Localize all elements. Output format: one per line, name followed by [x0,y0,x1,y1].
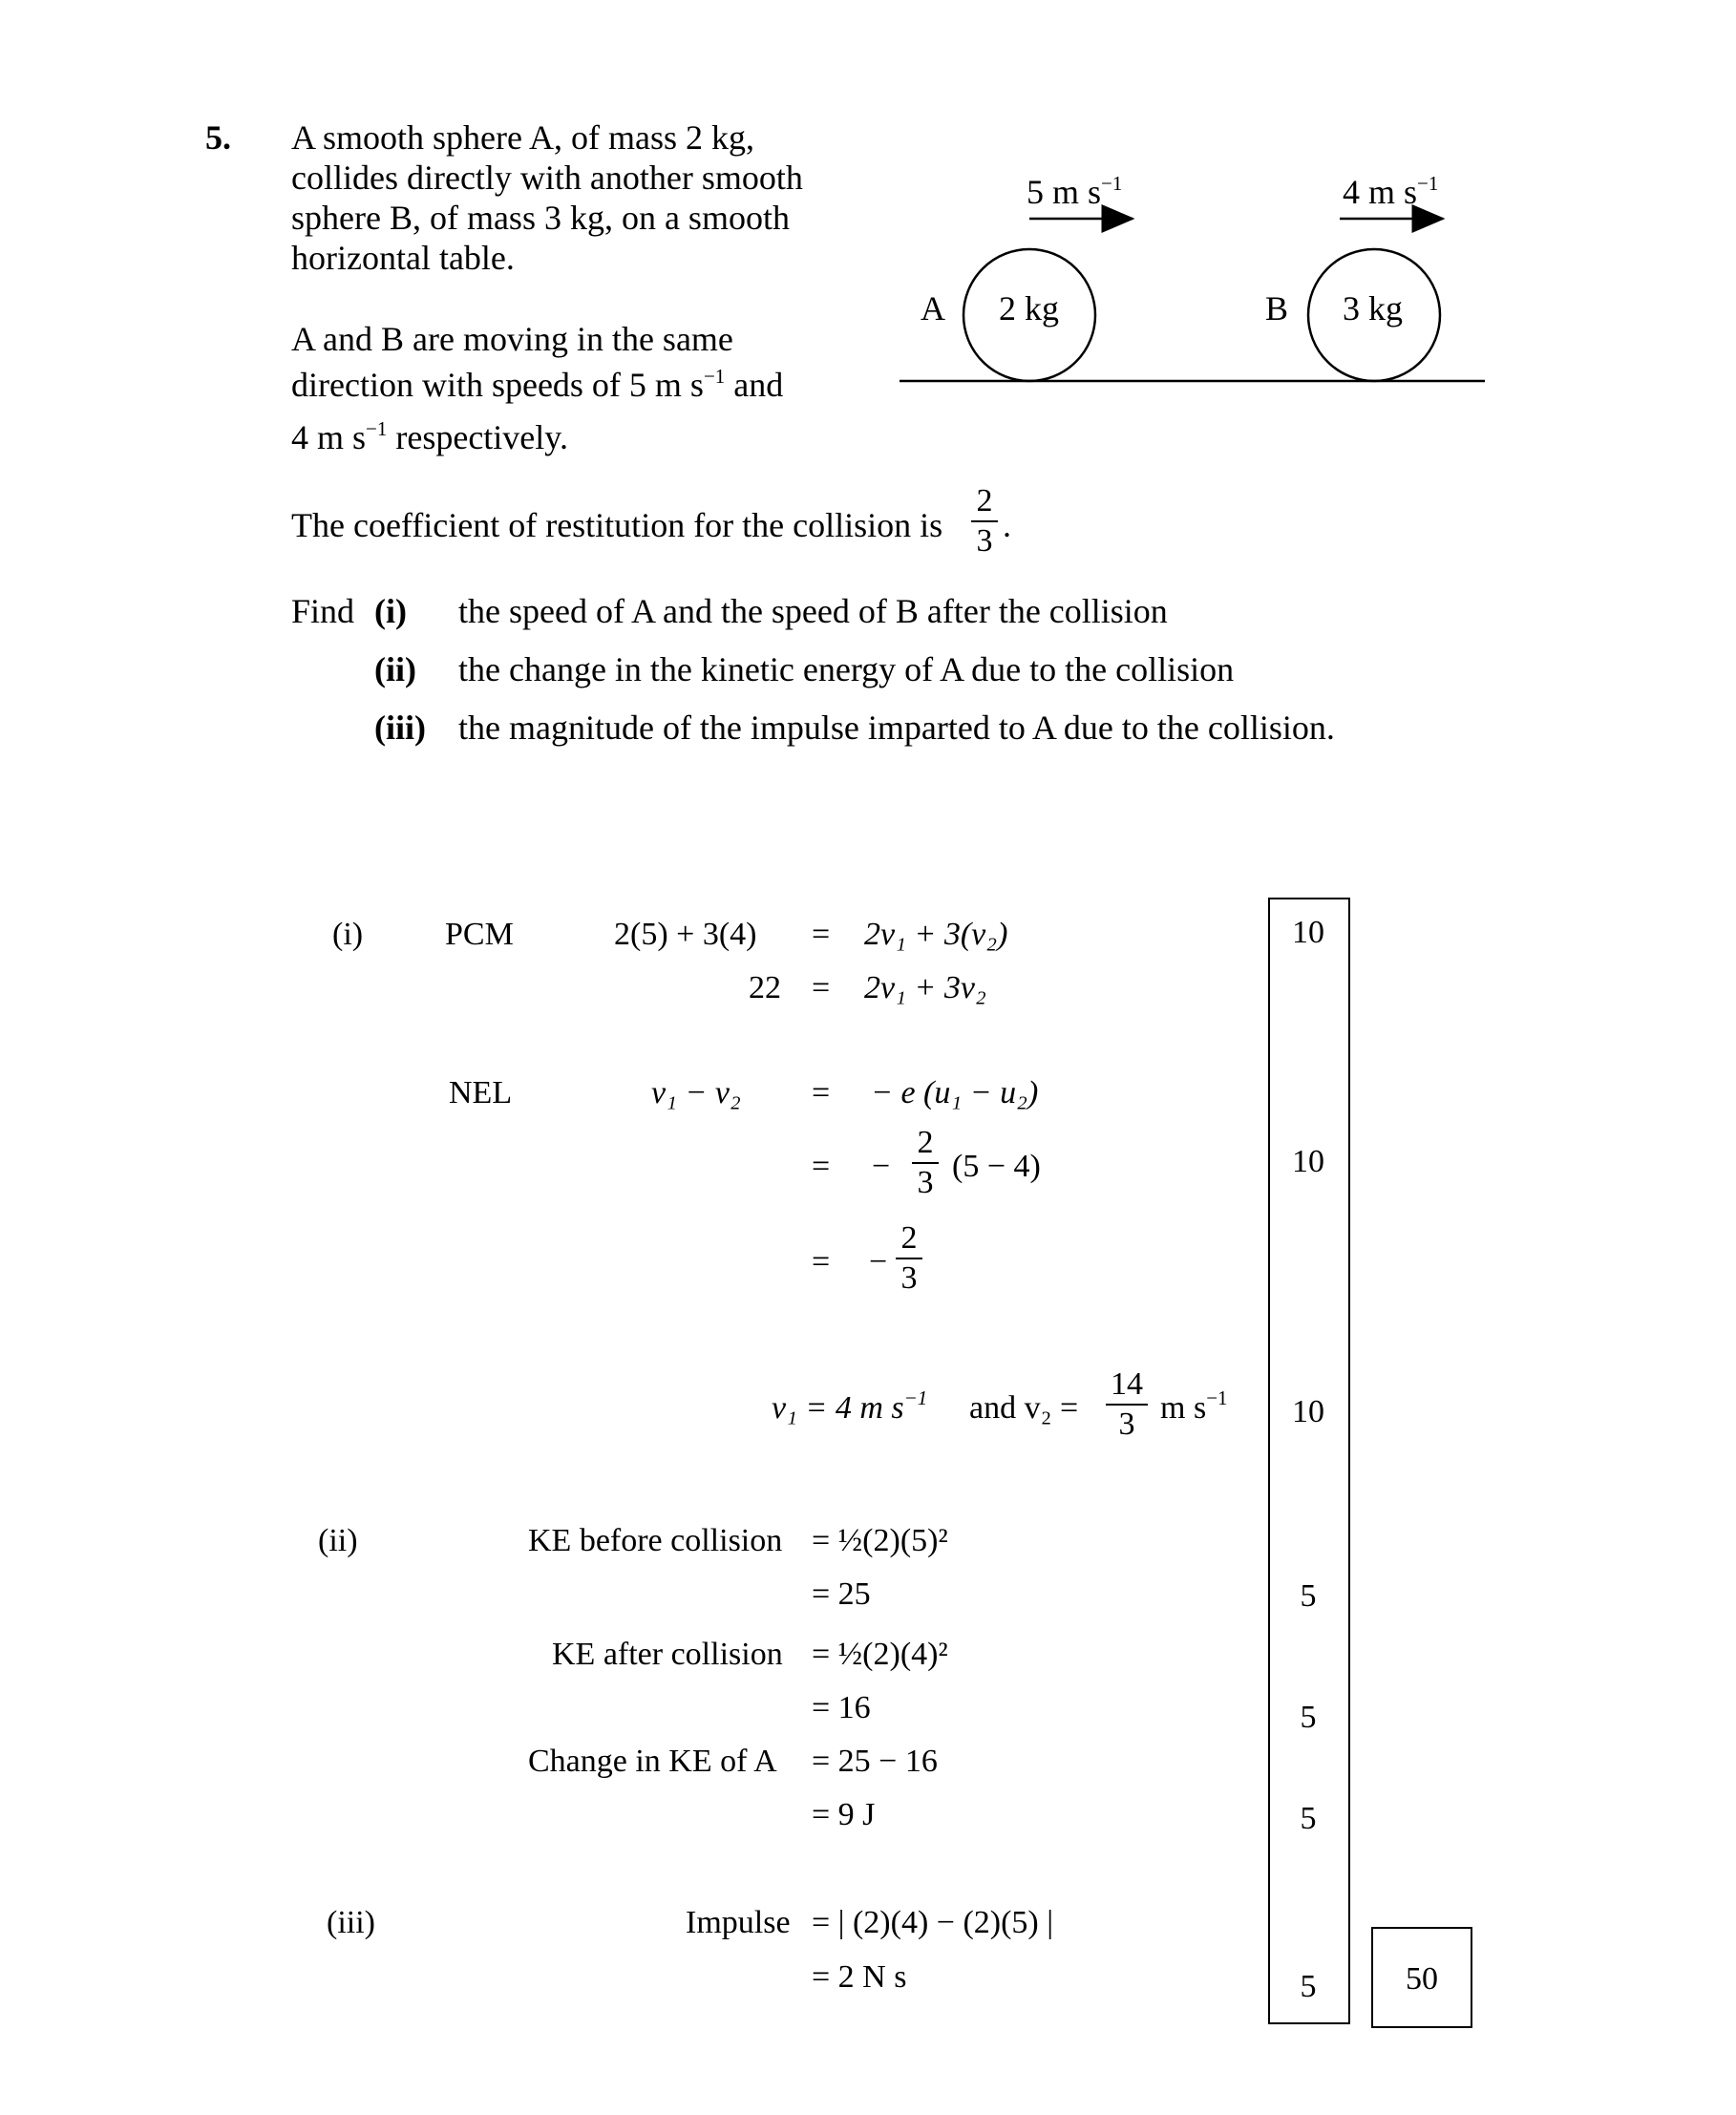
pcm-label: PCM [445,917,514,952]
impulse-value: = 2 N s [812,1959,907,1995]
nel-minus-2: − [872,1149,891,1184]
result-v1: v₁ = 4 m $s^{-1}$ [772,1386,928,1426]
change-ke-label: Change in KE of A [528,1744,777,1779]
mark-change-ke: 5 [1300,1801,1317,1836]
ke-after-value: = 16 [812,1690,871,1725]
speed-label-b: 4 m $s^{-1}$ [1343,172,1439,211]
part-label-i: (i) [374,592,407,630]
nel-factor: (5 − 4) [952,1149,1041,1184]
ke-after-label: KE after collision [552,1637,783,1672]
restitution-text: The coefficient of restitution for the collision is [291,506,943,544]
question-number: 5. [205,118,231,157]
sphere-a-mass: 2 kg [999,289,1059,328]
direction-line-3: 4 m $s^{-1}$ respectively. [291,417,568,456]
nel-lhs: v₁ − v₂ [651,1075,741,1110]
ke-before-label: KE before collision [528,1523,783,1558]
restitution-fraction: 2 3 [971,485,998,558]
result-and-v2: and v₂ = [969,1390,1079,1426]
part-text-i: the speed of A and the speed of B after the collision [458,592,1168,630]
pcm-rhs-simplified: 2v₁ + 3v₂ [864,970,986,1005]
pcm-lhs: 2(5) + 3(4) [614,917,757,952]
solution-part-iii-label: (iii) [327,1905,375,1940]
mark-velocities: 10 [1292,1394,1324,1429]
restitution-period: . [1003,506,1011,544]
pcm-equals: = [812,917,831,952]
nel-rhs: − e (u₁ − u₂) [871,1075,1039,1110]
impulse-label: Impulse [686,1905,791,1940]
nel-equals-3: = [812,1244,831,1280]
nel-label: NEL [449,1075,513,1110]
mark-ke-before: 5 [1300,1578,1317,1614]
intro-line-4: horizontal table. [291,239,515,277]
impulse-expr: = | (2)(4) − (2)(5) | [812,1905,1054,1940]
result-unit: m $s^{-1}$ [1160,1386,1228,1426]
pcm-equals-2: = [812,970,831,1005]
pcm-lhs-simplified: 22 [749,970,781,1005]
nel-equals: = [812,1075,831,1110]
solution-part-ii-label: (ii) [318,1523,358,1558]
part-label-ii: (ii) [374,650,416,688]
find-label: Find [291,592,355,630]
part-text-ii: the change in the kinetic energy of A due to the collision [458,650,1235,688]
change-ke-value: = 9 J [812,1797,876,1832]
direction-line-1: A and B are moving in the same [291,320,733,358]
sphere-a-label: A [921,289,945,328]
ke-before-value: = 25 [812,1576,871,1612]
intro-line-2: collides directly with another smooth [291,159,803,197]
sphere-b-label: B [1265,289,1289,328]
pcm-rhs: 2v₁ + 3(v₂) [864,917,1008,952]
change-ke-expr: = 25 − 16 [812,1744,938,1779]
intro-line-1: A smooth sphere A, of mass 2 kg, [291,118,754,157]
nel-fraction-1: 2 3 [912,1127,939,1199]
marks-column [1268,898,1350,2024]
mark-nel: 10 [1292,1144,1324,1179]
ke-before-expr: = ½(2)(5)² [812,1523,948,1558]
mark-ke-after: 5 [1300,1700,1317,1735]
sphere-b-mass: 3 kg [1343,289,1403,328]
total-marks: 50 [1406,1961,1438,1997]
speed-label-a: 5 m $s^{-1}$ [1027,172,1123,211]
direction-line-2: direction with speeds of 5 m $s^{-1}$ and [291,365,784,404]
nel-fraction-2: 2 3 [896,1222,922,1295]
part-label-iii: (iii) [374,709,426,747]
result-v2-fraction: 14 3 [1106,1368,1148,1441]
solution-part-i-label: (i) [332,917,364,952]
intro-line-3: sphere B, of mass 3 kg, on a smooth [291,199,790,237]
part-text-iii: the magnitude of the impulse imparted to A due to the collision. [458,709,1335,747]
nel-equals-2: = [812,1149,831,1184]
mark-pcm: 10 [1292,915,1324,950]
mark-impulse: 5 [1300,1969,1317,2004]
ke-after-expr: = ½(2)(4)² [812,1637,948,1672]
nel-minus-3: − [869,1244,888,1280]
